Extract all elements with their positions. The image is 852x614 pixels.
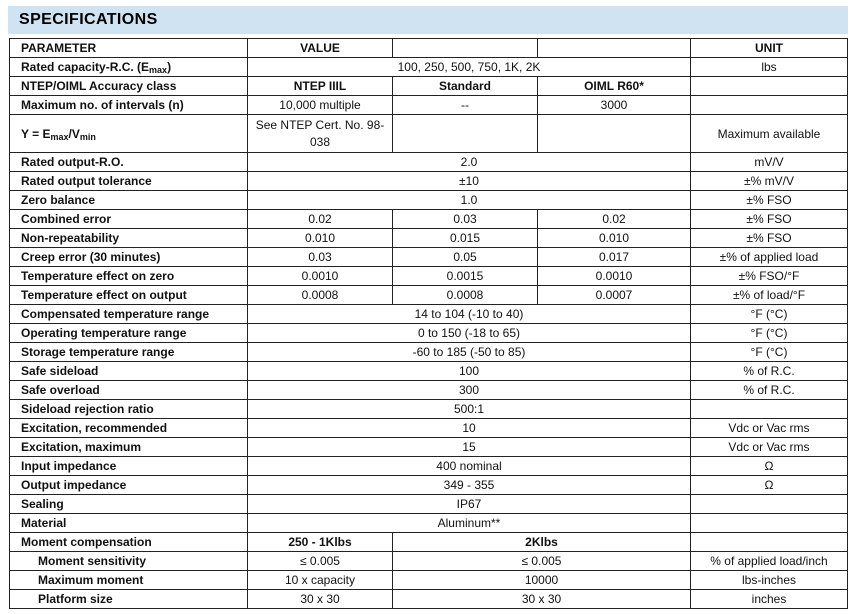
table-row (10, 153, 848, 172)
table-row (10, 495, 848, 514)
param-text: Rated capacity-R.C. (E (21, 60, 150, 74)
unit-cell: % of R.C. (691, 381, 848, 400)
table-row (10, 305, 848, 324)
value-cell: 0.0008 (393, 286, 538, 305)
unit-cell: lbs-inches (691, 571, 848, 590)
value-cell: 0.0008 (248, 286, 393, 305)
table-row (10, 343, 848, 362)
value-cell: -60 to 185 (-50 to 85) (248, 343, 691, 362)
param-subscript: max (50, 131, 69, 142)
table-row (10, 172, 848, 191)
table-row (10, 362, 848, 381)
table-row (10, 191, 848, 210)
unit-cell: °F (°C) (691, 324, 848, 343)
header-unit: UNIT (691, 39, 848, 58)
param-cell: Maximum moment (10, 571, 248, 590)
value-cell: 0.05 (393, 248, 538, 267)
table-row (10, 96, 848, 115)
unit-cell: ±% FSO/°F (691, 267, 848, 286)
value-cell: 0.03 (393, 210, 538, 229)
table-header-row (10, 39, 848, 58)
unit-cell: % of R.C. (691, 362, 848, 381)
table-row (10, 514, 848, 533)
value-cell: 0.010 (248, 229, 393, 248)
header-parameter: PARAMETER (10, 39, 248, 58)
specifications-header (8, 6, 848, 34)
param-text: ) (167, 60, 172, 74)
value-cell: 3000 (538, 96, 691, 115)
unit-cell: % of applied load/inch (691, 552, 848, 571)
value-cell: 2.0 (248, 153, 691, 172)
unit-cell: mV/V (691, 153, 848, 172)
value-cell: 250 - 1Klbs (248, 533, 393, 552)
param-cell: Safe overload (10, 381, 248, 400)
param-cell: Platform size (10, 590, 248, 609)
value-cell: 0.0015 (393, 267, 538, 286)
value-cell: Standard (393, 77, 538, 96)
unit-cell: ±% mV/V (691, 172, 848, 191)
table-row (10, 115, 848, 153)
param-text: Y = E (21, 126, 51, 141)
value-cell: 0.0010 (538, 267, 691, 286)
unit-cell: inches (691, 590, 848, 609)
value-cell: 0.0007 (538, 286, 691, 305)
param-cell: Temperature effect on zero (10, 267, 248, 286)
unit-cell: Vdc or Vac rms (691, 438, 848, 457)
value-cell: 0.010 (538, 229, 691, 248)
table-row (10, 400, 848, 419)
value-cell: See NTEP Cert. No. 98-038 (248, 115, 393, 153)
unit-cell (691, 400, 848, 419)
value-cell (393, 115, 538, 153)
table-row (10, 324, 848, 343)
param-cell: Temperature effect on output (10, 286, 248, 305)
unit-cell: ±% of applied load (691, 248, 848, 267)
param-cell: Excitation, recommended (10, 419, 248, 438)
table-row (10, 419, 848, 438)
unit-cell: Maximum available (691, 115, 848, 153)
table-row (10, 552, 848, 571)
value-cell: 2Klbs (393, 533, 691, 552)
table-row (10, 210, 848, 229)
unit-cell: ±% FSO (691, 191, 848, 210)
unit-cell: ±% of load/°F (691, 286, 848, 305)
unit-cell (691, 77, 848, 96)
header-empty-cell (393, 39, 538, 58)
table-row (10, 77, 848, 96)
param-cell: Sealing (10, 495, 248, 514)
value-cell: 100 (248, 362, 691, 381)
value-cell: Aluminum** (248, 514, 691, 533)
param-subscript: max (149, 65, 168, 75)
table-row (10, 381, 848, 400)
value-cell: 500:1 (248, 400, 691, 419)
unit-cell (691, 514, 848, 533)
table-row (10, 248, 848, 267)
header-value: VALUE (248, 39, 393, 58)
unit-cell: lbs (691, 58, 848, 77)
value-cell: 14 to 104 (-10 to 40) (248, 305, 691, 324)
value-cell: OIML R60* (538, 77, 691, 96)
header-empty-cell (538, 39, 691, 58)
value-cell: ±10 (248, 172, 691, 191)
table-row (10, 438, 848, 457)
param-cell: Non-repeatability (10, 229, 248, 248)
value-cell: 0.02 (248, 210, 393, 229)
value-cell: IP67 (248, 495, 691, 514)
value-cell: 10,000 multiple (248, 96, 393, 115)
value-cell: 0.015 (393, 229, 538, 248)
param-cell: NTEP/OIML Accuracy class (10, 77, 248, 96)
table-row (10, 457, 848, 476)
value-cell: 0.017 (538, 248, 691, 267)
value-cell: ≤ 0.005 (248, 552, 393, 571)
value-cell: 30 x 30 (393, 590, 691, 609)
value-cell: 300 (248, 381, 691, 400)
param-cell: Output impedance (10, 476, 248, 495)
param-cell: Storage temperature range (10, 343, 248, 362)
value-cell: 15 (248, 438, 691, 457)
value-cell: NTEP IIIL (248, 77, 393, 96)
unit-cell: ±% FSO (691, 229, 848, 248)
table-row (10, 58, 848, 77)
param-cell: Compensated temperature range (10, 305, 248, 324)
table-row (10, 476, 848, 495)
value-cell (538, 115, 691, 153)
param-cell (10, 58, 248, 77)
param-cell: Moment compensation (10, 533, 248, 552)
unit-cell: °F (°C) (691, 305, 848, 324)
table-row (10, 229, 848, 248)
value-cell: 10000 (393, 571, 691, 590)
param-cell: Zero balance (10, 191, 248, 210)
table-row (10, 267, 848, 286)
unit-cell: °F (°C) (691, 343, 848, 362)
param-cell: Maximum no. of intervals (n) (10, 96, 248, 115)
value-cell: 349 - 355 (248, 476, 691, 495)
unit-cell (691, 533, 848, 552)
unit-cell (691, 495, 848, 514)
param-cell: Operating temperature range (10, 324, 248, 343)
param-cell: Input impedance (10, 457, 248, 476)
table-row (10, 590, 848, 609)
param-cell: Creep error (30 minutes) (10, 248, 248, 267)
table-row (10, 286, 848, 305)
unit-cell (691, 96, 848, 115)
value-cell: 1.0 (248, 191, 691, 210)
value-cell: 10 x capacity (248, 571, 393, 590)
table-row (10, 533, 848, 552)
value-cell: 0 to 150 (-18 to 65) (248, 324, 691, 343)
param-cell: Rated output-R.O. (10, 153, 248, 172)
unit-cell: Ω (691, 457, 848, 476)
param-cell: Material (10, 514, 248, 533)
param-cell: Moment sensitivity (10, 552, 248, 571)
value-cell: 400 nominal (248, 457, 691, 476)
param-text: /V (68, 126, 80, 141)
specifications-table (9, 38, 848, 609)
unit-cell: ±% FSO (691, 210, 848, 229)
param-cell (10, 115, 248, 153)
value-cell: 0.02 (538, 210, 691, 229)
param-cell: Combined error (10, 210, 248, 229)
param-cell: Sideload rejection ratio (10, 400, 248, 419)
value-cell: 100, 250, 500, 750, 1K, 2K (248, 58, 691, 77)
page-title: SPECIFICATIONS (19, 11, 158, 28)
value-cell: 0.03 (248, 248, 393, 267)
value-cell: -- (393, 96, 538, 115)
param-subscript: min (79, 131, 96, 142)
unit-cell: Vdc or Vac rms (691, 419, 848, 438)
param-cell: Rated output tolerance (10, 172, 248, 191)
value-cell: 30 x 30 (248, 590, 393, 609)
unit-cell: Ω (691, 476, 848, 495)
value-cell: 10 (248, 419, 691, 438)
table-row (10, 571, 848, 590)
param-cell: Safe sideload (10, 362, 248, 381)
value-cell: 0.0010 (248, 267, 393, 286)
param-cell: Excitation, maximum (10, 438, 248, 457)
value-cell: ≤ 0.005 (393, 552, 691, 571)
